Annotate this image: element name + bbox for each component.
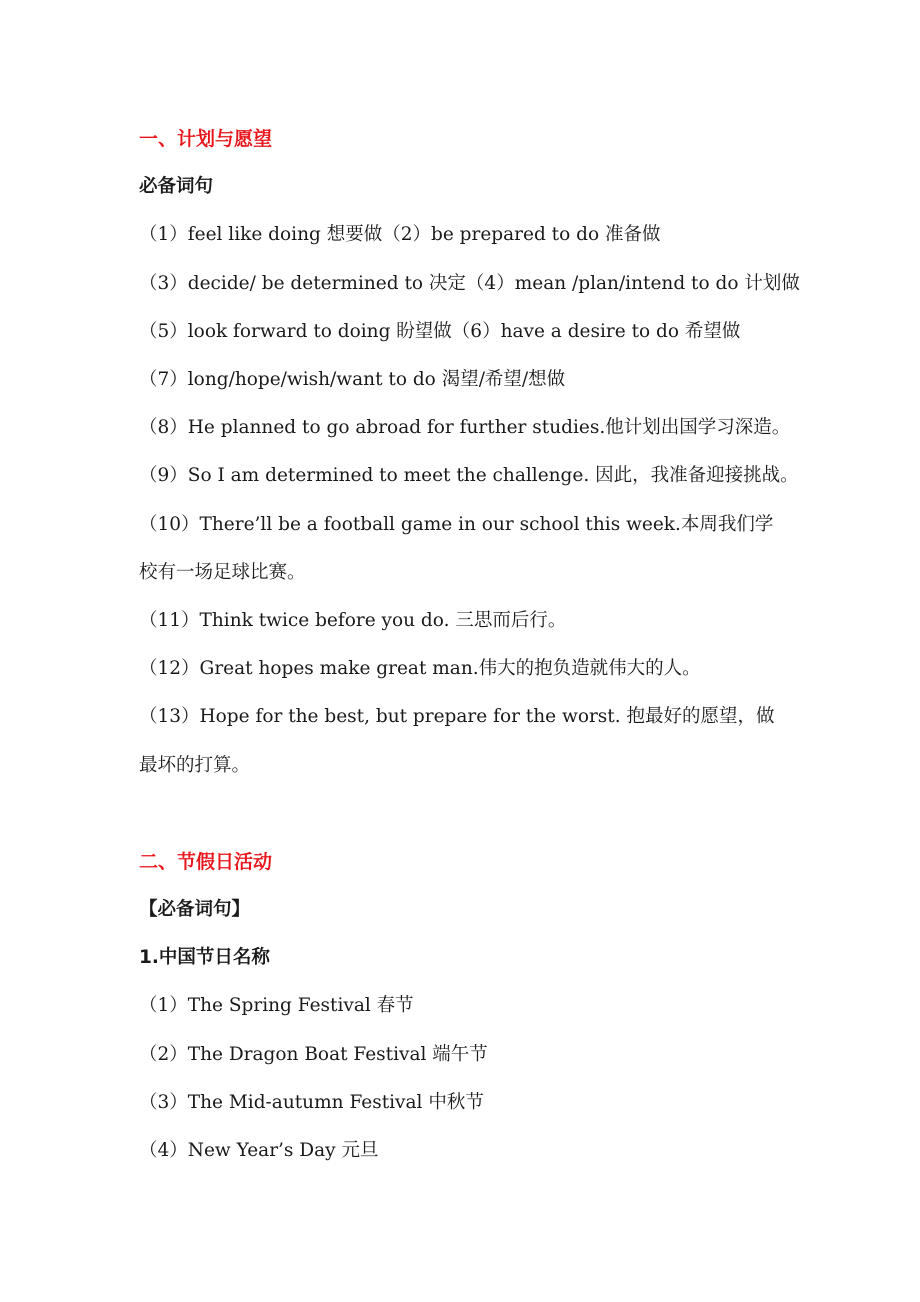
list-item: （11）Think twice before you do. 三思而后行。 bbox=[139, 610, 567, 632]
section-title-holidays: 二、节假日活动 bbox=[139, 850, 273, 873]
list-item: （1）The Spring Festival 春节 bbox=[139, 995, 414, 1017]
list-item: （9）So I am determined to meet the challenge. 因此，我准备迎接挑战。 bbox=[139, 465, 799, 487]
list-item: （3）decide/ be determined to 决定（4）mean /plan/intend to do 计划做 bbox=[139, 272, 800, 294]
list-item: （1）feel like doing 想要做（2）be prepared to do 准备做 bbox=[139, 224, 661, 246]
section-title-plans: 一、计划与愿望 bbox=[139, 128, 273, 150]
list-item: （13）Hope for the best, but prepare for the worst. 抱最好的愿望，做最坏的打算。 bbox=[139, 706, 775, 776]
section-spacer bbox=[139, 790, 789, 838]
list-item: （3）The Mid-autumn Festival 中秋节 bbox=[139, 1091, 484, 1113]
list-item: （5）look forward to doing 盼望做（6）have a desire to do 希望做 bbox=[139, 320, 741, 342]
section-subtitle-vocab: 必备词句 bbox=[139, 176, 214, 198]
list-item: （10）There’ll be a football game in our school this week.本周我们学校有一场足球比赛。 bbox=[139, 513, 774, 583]
list-item: （12）Great hopes make great man.伟大的抱负造就伟大的人。 bbox=[139, 658, 701, 680]
section-subtitle-vocab: 【必备词句】 bbox=[139, 899, 251, 921]
section-subheading-festival-names: 1.中国节日名称 bbox=[139, 947, 270, 969]
list-item: （2）The Dragon Boat Festival 端午节 bbox=[139, 1043, 488, 1065]
document-page bbox=[139, 115, 800, 1175]
list-item: （8）He planned to go abroad for further studies.他计划出国学习深造。 bbox=[139, 417, 791, 439]
list-item: （7）long/hope/wish/want to do 渴望/希望/想做 bbox=[139, 369, 566, 391]
list-item: （4）New Year’s Day 元旦 bbox=[139, 1140, 379, 1162]
